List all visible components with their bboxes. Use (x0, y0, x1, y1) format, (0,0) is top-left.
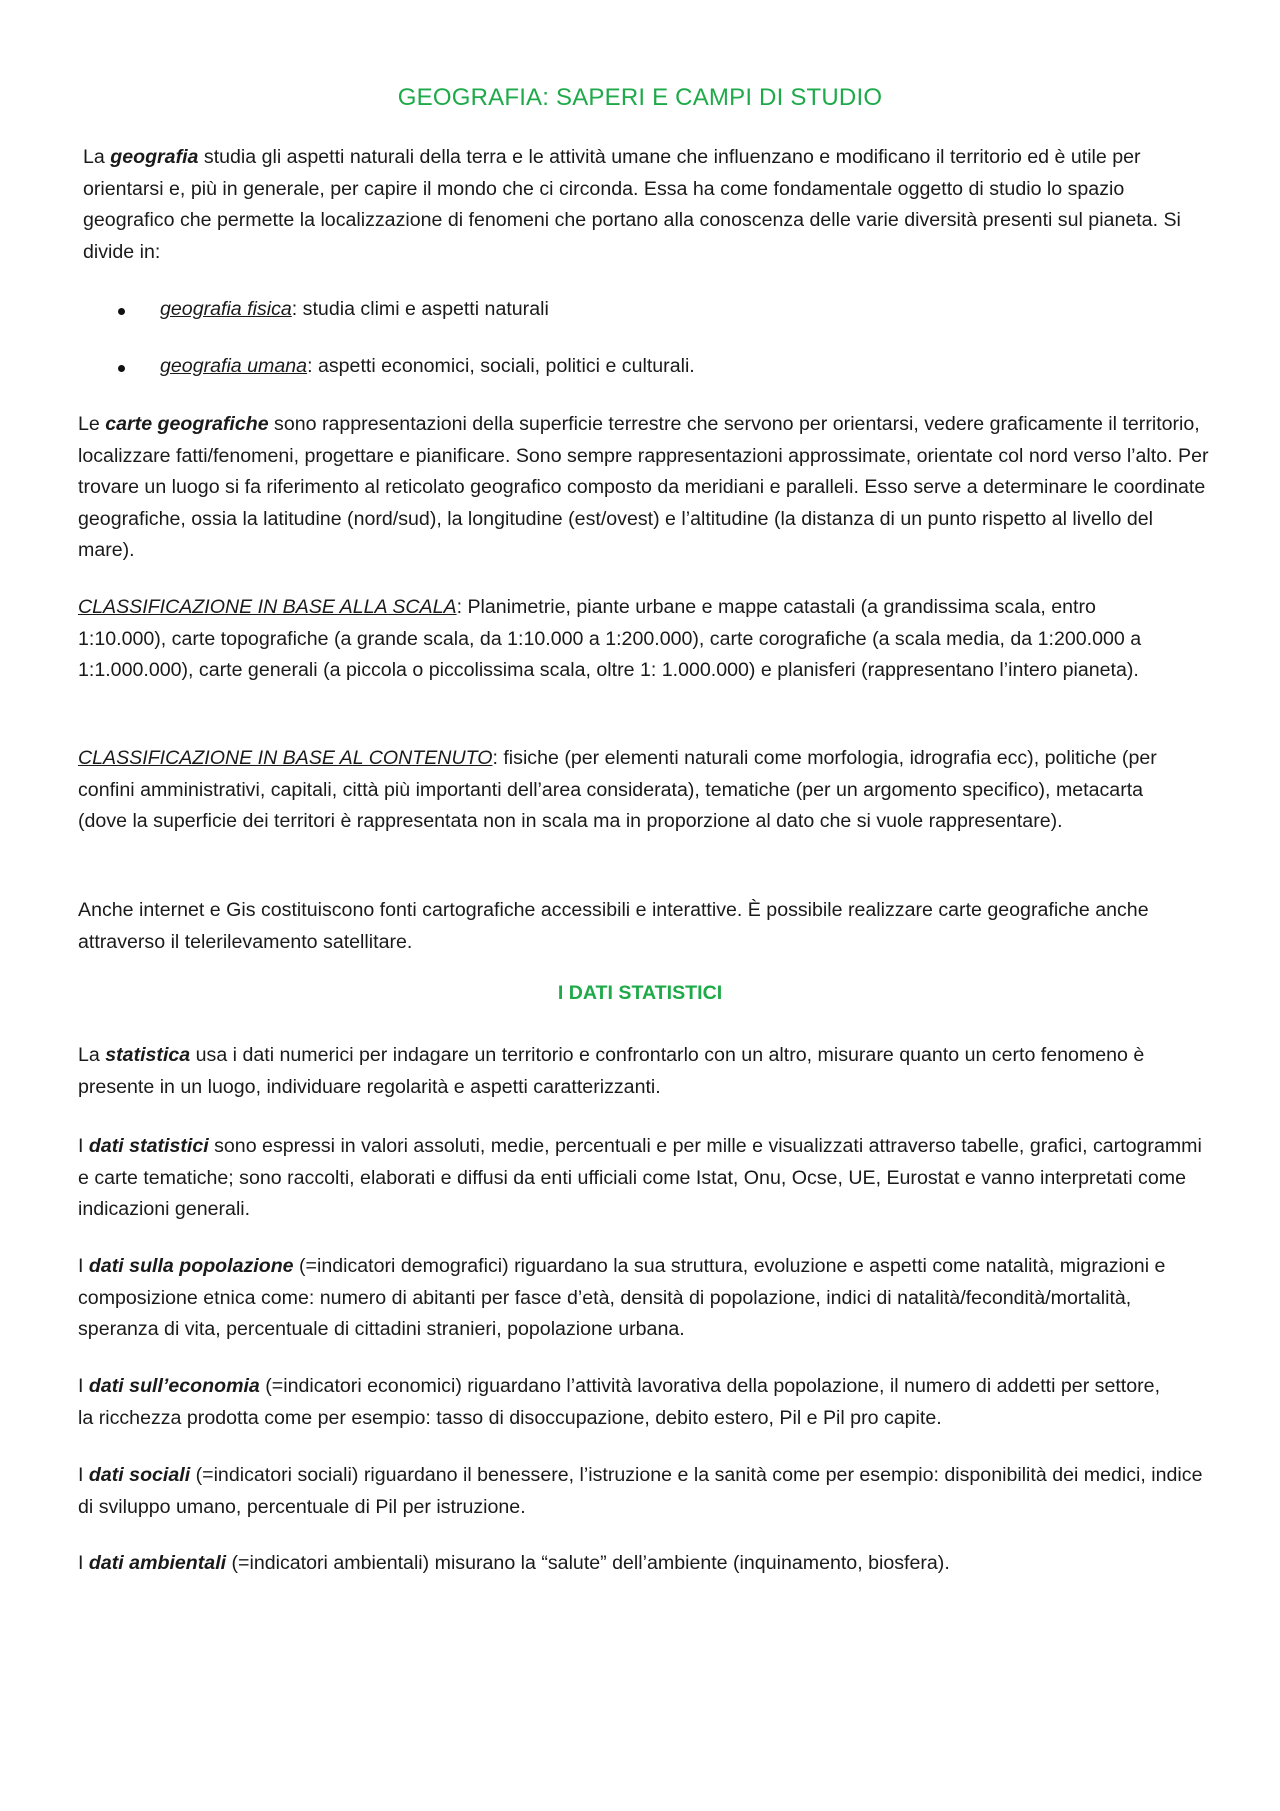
carte-paragraph (78, 409, 1213, 567)
section-title: I DATI STATISTICI (557, 982, 723, 1004)
statistica-term: statistica (105, 1044, 191, 1066)
economia-lead: I (78, 1375, 89, 1397)
scala-text: : Planimetrie, piante urbane e mappe catastali (a grandissima scala, entro 1:10.000), carte topografiche (a grande scala, da 1:10.000 a 1:200.000), carte corografiche (a scala media, da 1:200.000 a 1:1.000.000), carte generali (a piccola o piccolissima scala, oltre 1: 1.000.000) e planisferi (rappresentano l’intero pianeta). (78, 596, 1142, 681)
intro-paragraph (83, 142, 1198, 268)
economia-text: (=indicatori economici) riguardano l’attività lavorativa della popolazione, il numero di addetti per settore, la ricchezza prodotta come per esempio: tasso di disoccupazione, debito estero, Pil e Pil pro capite. (78, 1375, 1161, 1429)
contenuto-term: CLASSIFICAZIONE IN BASE AL CONTENUTO (78, 747, 493, 769)
internet-text: Anche internet e Gis costituiscono fonti cartografiche accessibili e interattive. È possibile realizzare carte geografiche anche attraverso il telerilevamento satellitare. (78, 899, 1149, 953)
ambientali-term: dati ambientali (88, 1552, 227, 1574)
ambientali-paragraph (78, 1548, 1198, 1580)
popolazione-text: (=indicatori demografici) riguardano la sua struttura, evoluzione e aspetti come natalità, migrazioni e composizione etnica come: numero di abitanti per fasce d’età, densità di popolazione, indici di natalità/fecondità/mortalità, speranza di vita, percentuale di cittadini stranieri, popolazione urbana. (78, 1255, 1166, 1340)
intro-term: geografia (110, 146, 199, 168)
carte-text: sono rappresentazioni della superficie terrestre che servono per orientarsi, vedere graficamente il territorio, localizzare fatti/fenomeni, progettare e pianificare. Sono sempre rappresentazioni approssimate, orientate col nord verso l’alto. Per trovare un luogo si fa riferimento al reticolato geografico composto da meridiani e paralleli. Esso serve a determinare le coordinate geografiche, ossia la latitudine (nord/sud), la longitudine (est/ovest) e l’altitudine (la distanza di un punto rispetto al livello del mare). (78, 413, 1209, 561)
contenuto-text: : fisiche (per elementi naturali come morfologia, idrografia ecc), politiche (per confini amministrativi, capitali, città più importanti dell’area considerata), tematiche (per un argomento specifico), metacarta (dove la superficie dei territori è rappresentata non in scala ma in proporzione al dato che si vuole rappresentare). (78, 747, 1157, 832)
economia-term: dati sull’economia (88, 1375, 260, 1397)
ambientali-lead: I (78, 1552, 89, 1574)
scala-term: CLASSIFICAZIONE IN BASE ALLA SCALA (78, 596, 457, 618)
popolazione-term: dati sulla popolazione (88, 1255, 294, 1277)
statistica-lead: La (78, 1044, 106, 1066)
popolazione-lead: I (78, 1255, 89, 1277)
sociali-paragraph (78, 1460, 1216, 1523)
statistica-paragraph (78, 1040, 1178, 1103)
ambientali-text: (=indicatori ambientali) misurano la “salute” dell’ambiente (inquinamento, biosfera). (226, 1552, 950, 1574)
contenuto-paragraph (78, 743, 1178, 838)
bullet-text: : studia climi e aspetti naturali (291, 298, 549, 320)
intro-lead: La (83, 146, 111, 168)
carte-term: carte geografiche (105, 413, 269, 435)
sociali-lead: I (78, 1464, 89, 1486)
bullet-term: geografia fisica (160, 298, 292, 320)
bullet-icon (118, 308, 125, 315)
page-title: GEOGRAFIA: SAPERI E CAMPI DI STUDIO (397, 84, 883, 111)
popolazione-paragraph (78, 1251, 1188, 1346)
statistica-text: usa i dati numerici per indagare un territorio e confrontarlo con un altro, misurare quanto un certo fenomeno è presente in un luogo, individuare regolarità e aspetti caratterizzanti. (78, 1044, 1145, 1098)
sociali-term: dati sociali (88, 1464, 191, 1486)
carte-lead: Le (78, 413, 106, 435)
dati-statistici-lead: I (78, 1135, 89, 1157)
scala-paragraph (78, 592, 1183, 687)
bullet-term: geografia umana (160, 355, 308, 377)
dati-statistici-paragraph (78, 1131, 1216, 1226)
intro-text: studia gli aspetti naturali della terra e le attività umane che influenzano e modificano il territorio ed è utile per orientarsi e, più in generale, per capire il mondo che ci circonda. Essa ha come fondamentale oggetto di studio lo spazio geografico che permette la localizzazione di fenomeni che portano alla conoscenza delle varie diversità presenti sul pianeta. Si divide in: (83, 146, 1181, 263)
internet-paragraph (78, 895, 1213, 958)
dati-statistici-term: dati statistici (88, 1135, 209, 1157)
sociali-text: (=indicatori sociali) riguardano il benessere, l’istruzione e la sanità come per esempio: disponibilità dei medici, indice di sviluppo umano, percentuale di Pil per istruzione. (78, 1464, 1203, 1518)
economia-paragraph (78, 1371, 1178, 1434)
bullet-icon (118, 365, 125, 372)
bullet-text: : aspetti economici, sociali, politici e culturali. (307, 355, 695, 377)
dati-statistici-text: sono espressi in valori assoluti, medie, percentuali e per mille e visualizzati attraverso tabelle, grafici, cartogrammi e carte tematiche; sono raccolti, elaborati e diffusi da enti ufficiali come Istat, Onu, Ocse, UE, Eurostat e vanno interpretati come indicazioni generali. (78, 1135, 1202, 1220)
